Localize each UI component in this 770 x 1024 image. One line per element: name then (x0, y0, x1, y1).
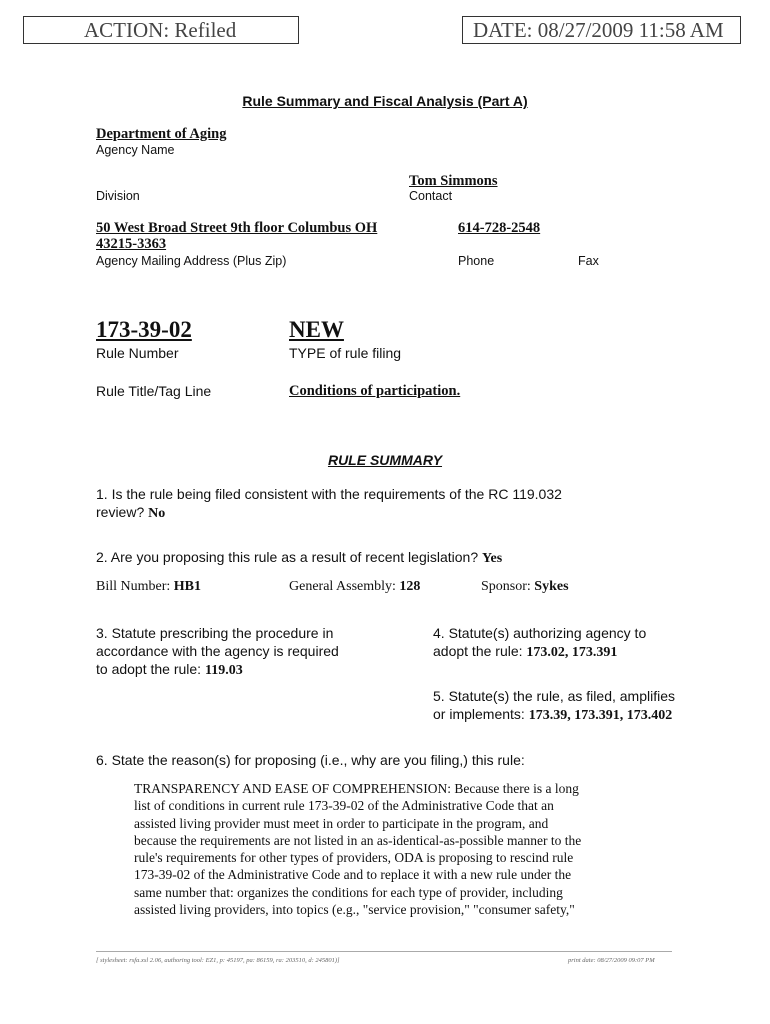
question-3-line1: 3. Statute prescribing the procedure in (96, 625, 334, 641)
phone-number: 614-728-2548 (458, 220, 541, 236)
agency-name: Department of Aging (96, 126, 227, 142)
action-text: ACTION: Refiled (84, 18, 237, 42)
footer-print-date: print date: 08/27/2009 09:07 PM (568, 957, 655, 964)
rule-type: NEW (289, 317, 344, 342)
question-4 (433, 624, 743, 662)
question-4-line1: 4. Statute(s) authorizing agency to (433, 625, 647, 641)
question-5-line1: 5. Statute(s) the rule, as filed, amplifies (433, 688, 675, 704)
reason-line: 173-39-02 of the Administrative Code and to replace it with a new rule under the (134, 867, 572, 883)
question-1-line1: 1. Is the rule being filed consistent with the requirements of the RC 119.032 (96, 486, 562, 502)
question-2-answer: Yes (482, 551, 503, 566)
reason-text (134, 780, 714, 918)
question-2 (96, 548, 696, 568)
footer-divider (96, 951, 672, 952)
reason-line: because the requirements are not listed in an as-identical-as-possible manner to the (134, 832, 582, 848)
question-4-line2: adopt the rule: (433, 643, 523, 659)
question-3-line3: to adopt the rule: (96, 661, 202, 677)
question-1-line2: review? (96, 504, 145, 520)
page-title: Rule Summary and Fiscal Analysis (Part A) (242, 93, 528, 109)
reason-line: same number that: organizes the conditions for each type of provider, including (134, 884, 563, 900)
rule-summary-heading: RULE SUMMARY (327, 452, 443, 468)
question-3-line2: accordance with the agency is required (96, 643, 339, 659)
contact-name: Tom Simmons (409, 173, 498, 189)
division-label: Division (96, 189, 140, 203)
reason-line: rule's requirements for other types of providers, ODA is proposing to rescind rule (134, 850, 574, 866)
address-line1: 50 West Broad Street 9th floor Columbus OH (96, 220, 378, 236)
reason-line: TRANSPARENCY AND EASE OF COMPREHENSION: Because there is a long (134, 781, 579, 796)
reason-line: assisted living provider must meet in order to participate in the program, and (134, 815, 549, 831)
question-5 (433, 687, 753, 725)
assembly-label: General Assembly: (289, 579, 396, 594)
rule-title-label: Rule Title/Tag Line (96, 383, 212, 399)
sponsor-value: Sykes (534, 579, 569, 594)
contact-label: Contact (409, 189, 453, 203)
reason-line: assisted living providers, into topics (e.g., "service provision," "consumer safety," (134, 902, 575, 918)
sponsor-label: Sponsor: (481, 579, 531, 594)
question-1 (96, 485, 696, 523)
date-box (462, 16, 741, 44)
rule-number-label: Rule Number (96, 345, 179, 361)
question-2-text: 2. Are you proposing this rule as a result of recent legislation? (96, 549, 479, 565)
question-5-answer: 173.39, 173.391, 173.402 (528, 708, 673, 723)
bill-value: HB1 (173, 579, 202, 594)
fax-label: Fax (578, 254, 599, 268)
date-text: DATE: 08/27/2009 11:58 AM (473, 18, 724, 42)
question-4-answer: 173.02, 173.391 (526, 645, 618, 660)
phone-label: Phone (458, 254, 495, 268)
rule-number: 173-39-02 (96, 317, 192, 342)
action-box (23, 16, 299, 44)
rule-type-label: TYPE of rule filing (289, 345, 402, 361)
question-6: 6. State the reason(s) for proposing (i.e., why are you filing,) this rule: (96, 752, 525, 768)
assembly-value: 128 (399, 579, 421, 594)
question-3 (96, 624, 416, 680)
reason-line: list of conditions in current rule 173-39-02 of the Administrative Code that an (134, 798, 554, 814)
address-line2: 43215-3363 (96, 236, 167, 252)
question-3-answer: 119.03 (204, 663, 243, 678)
bill-row (96, 579, 696, 597)
question-1-answer: No (148, 506, 166, 521)
question-5-line2: or implements: (433, 706, 525, 722)
address-label: Agency Mailing Address (Plus Zip) (96, 254, 287, 268)
footer-stylesheet-info: [ stylesheet: rsfa.xsl 2.06, authoring tool: EZ1, p: 45197, pa: 86159, ra: 203510, d: 245801)] (96, 957, 340, 964)
bill-label: Bill Number: (96, 579, 171, 594)
rule-title: Conditions of participation. (289, 383, 461, 399)
agency-name-label: Agency Name (96, 143, 175, 157)
